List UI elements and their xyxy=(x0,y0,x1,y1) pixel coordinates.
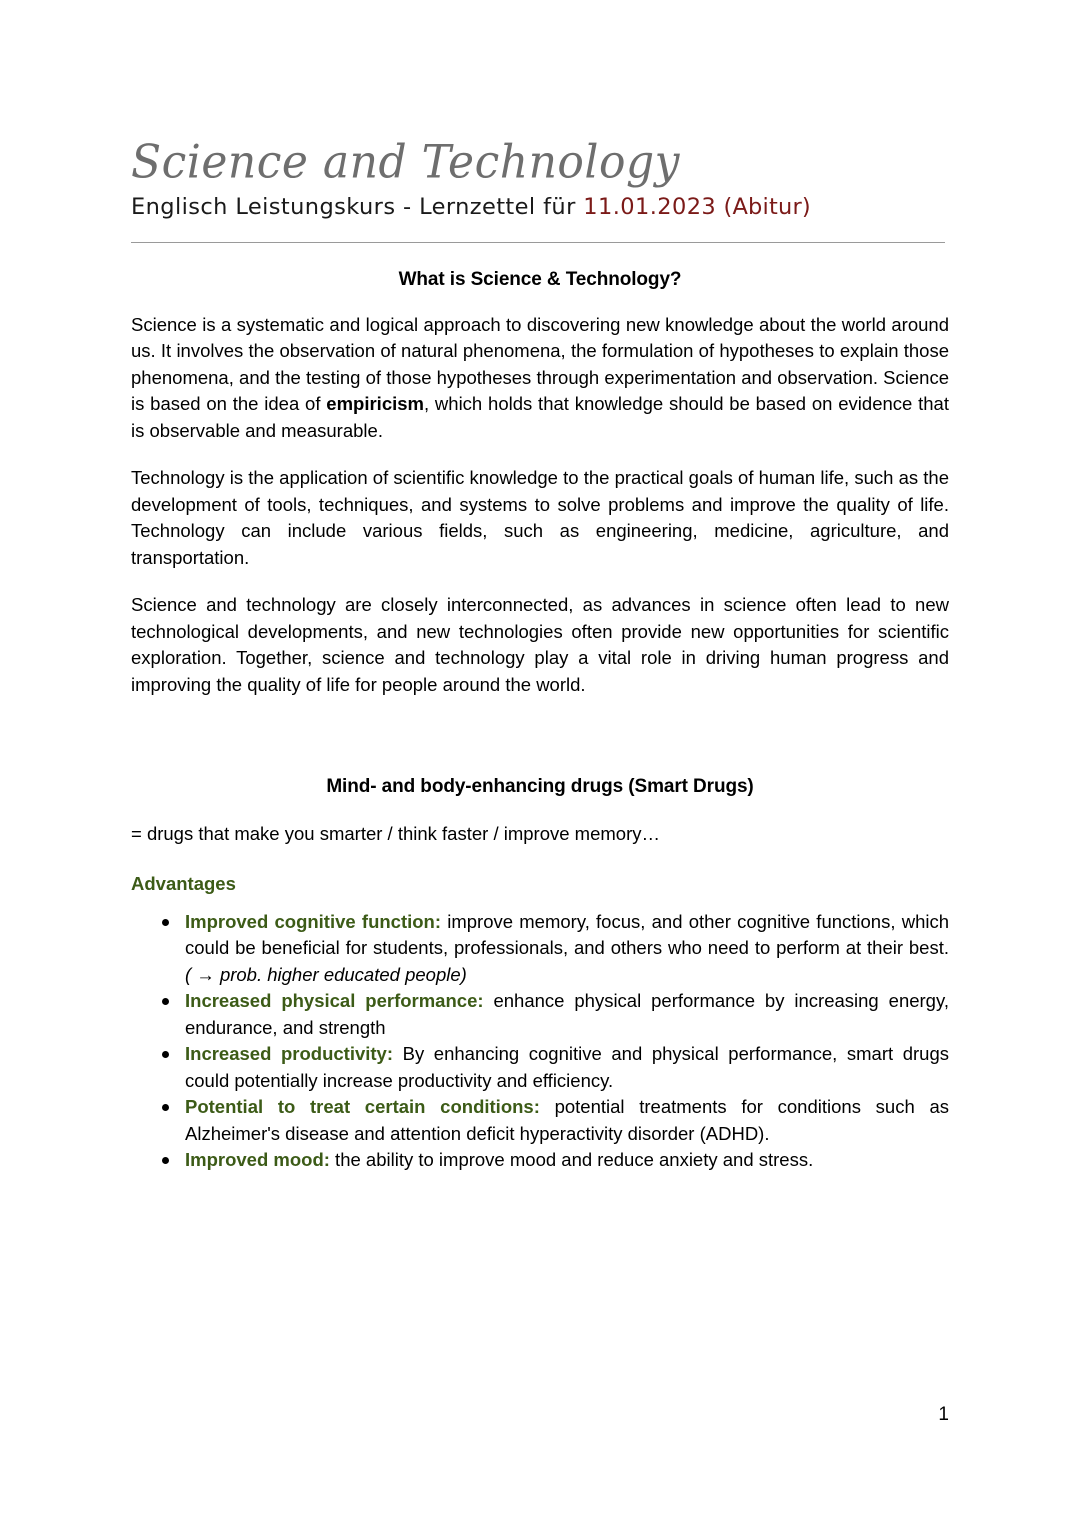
page-number: 1 xyxy=(938,1404,949,1425)
list-item-text: improve memory, focus, and other cognitive functions, which could be beneficial for students, professionals, and others who need to perform at their best. xyxy=(185,910,950,959)
list-item-text: enhance physical performance by increasing energy, endurance, and strength xyxy=(185,990,949,1038)
paragraph-text-part-1: Science is a systematic and logical approach to discovering new knowledge about the world around us. It involves the observation of natural phenomena, the formulation of hypotheses to explain those phenomena, and the testing of those hypotheses through experimentation and observation. Science is based on the idea of xyxy=(131,313,949,415)
paragraph-text-part-2: , which holds that knowledge should be based on evidence that is observable and measurable. xyxy=(131,393,949,441)
list-item xyxy=(131,1094,949,1147)
document-content xyxy=(131,0,949,1174)
list-item xyxy=(131,1147,949,1174)
subtitle-exam-label: (Abitur) xyxy=(716,194,811,220)
smart-drugs-definition: = drugs that make you smarter / think faster / improve memory… xyxy=(131,823,660,845)
list-item-text: By enhancing cognitive and physical performance, smart drugs could potentially increase productivity and efficiency. xyxy=(185,1043,949,1091)
list-item xyxy=(131,1041,949,1094)
subheading-advantages: Advantages xyxy=(131,872,236,894)
list-item-label: Improved cognitive function: xyxy=(185,910,442,932)
list-item-label: Increased productivity: xyxy=(185,1043,394,1065)
paragraph-science-technology-link: Science and technology are closely interconnected, as advances in science often lead to new technological developments, and new technologies often provide new opportunities for scientific exploration. Together, science and technology play a vital role in driving human progress and improving the quality of life for people around the world. xyxy=(131,594,949,695)
list-item-text: potential treatments for conditions such as Alzheimer's disease and attention deficit hyperactivity disorder (ADHD). xyxy=(185,1096,949,1144)
subtitle-course-text: Englisch Leistungskurs - Lernzettel für xyxy=(131,194,584,220)
list-item-label: Potential to treat certain conditions: xyxy=(185,1096,540,1118)
list-item-text: the ability to improve mood and reduce anxiety and stress. xyxy=(329,1149,814,1171)
paragraph-technology-definition: Technology is the application of scientific knowledge to the practical goals of human life, such as the development of tools, techniques, and systems to solve problems and improve the quality of life. Technology can include various fields, such as engineering, medicine, agriculture, and transportation. xyxy=(131,467,949,568)
list-item xyxy=(131,909,949,989)
list-item-label: Increased physical performance: xyxy=(185,990,484,1012)
document-title: Science and Technology xyxy=(131,135,680,189)
subtitle-date: 11.01.2023 xyxy=(583,194,717,220)
list-item xyxy=(131,988,949,1041)
section-heading-smart-drugs: Mind- and body-enhancing drugs (Smart Drugs) xyxy=(326,776,754,798)
paragraph-science-definition xyxy=(131,291,949,445)
list-item-label: Improved mood: xyxy=(185,1149,330,1171)
advantages-list xyxy=(131,895,949,1174)
emphasis-empiricism: empiricism xyxy=(326,393,424,415)
section-heading-what-is-science-technology: What is Science & Technology? xyxy=(398,268,682,290)
list-item-note: ( → prob. higher educated people) xyxy=(185,963,467,985)
